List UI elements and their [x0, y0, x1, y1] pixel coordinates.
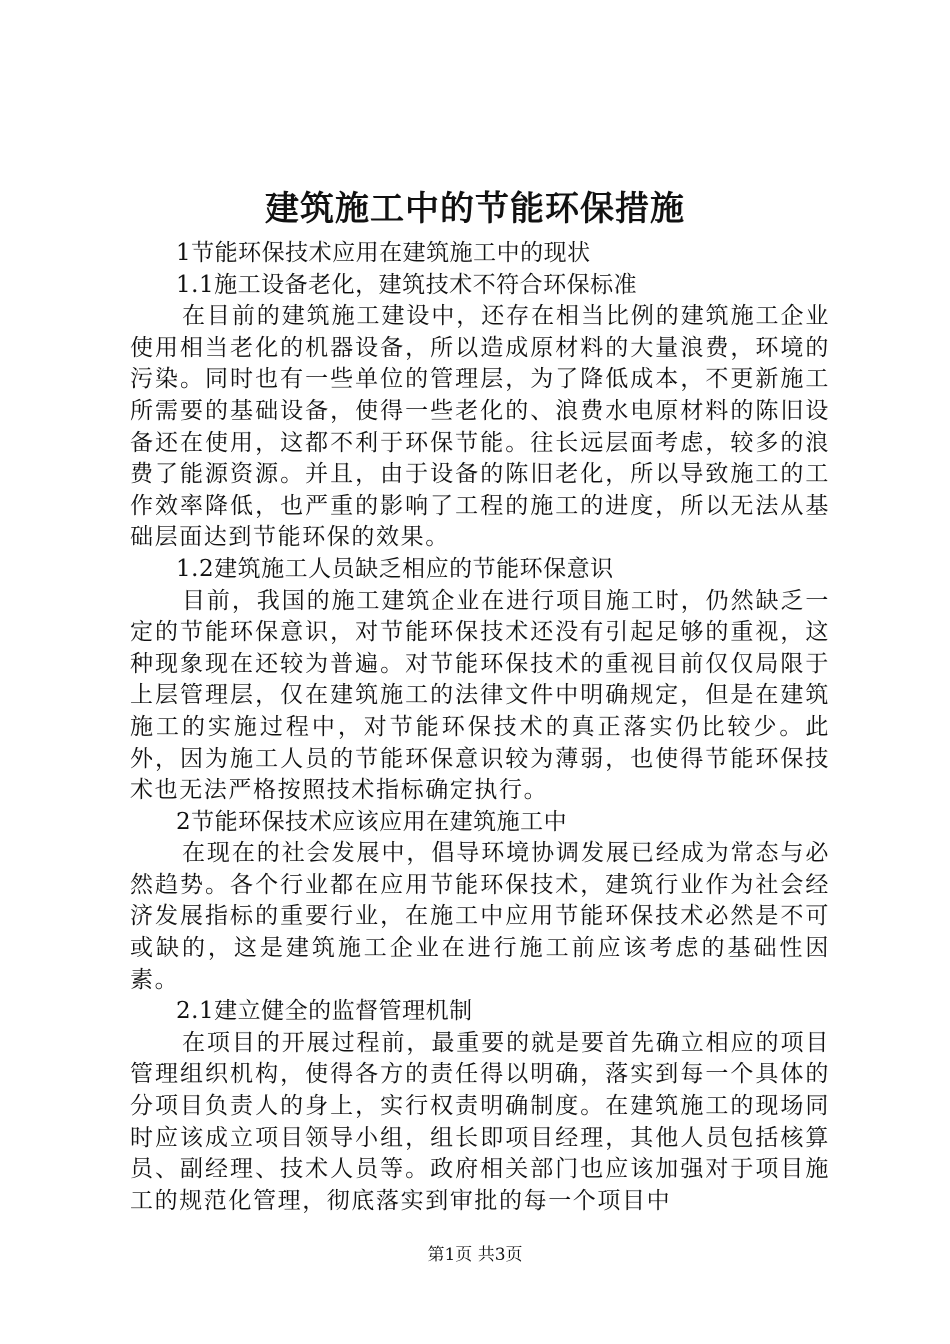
section-heading-2-1: 2.1建立健全的监督管理机制	[176, 998, 473, 1025]
section-heading-1-1: 1.1施工设备老化，建筑技术不符合环保标准	[176, 271, 638, 298]
page-number-footer: 第1页 共3页	[427, 1245, 523, 1265]
section-heading-2: 2节能环保技术应该应用在建筑施工中	[176, 808, 568, 835]
paragraph-1-2: 目前，我国的施工建筑企业在进行项目施工时，仍然缺乏一定的节能环保意识，对节能环保技术还没有引起足够的重视，这种现象现在还较为普遍。对节能环保技术的重视目前仅仅局限于上层管理层，仅在建筑施工的法律文件中明确规定，但是在建筑施工的实施过程中，对节能环保技术的真正落实仍比较少。此外，因为施工人员的节能环保意识较为薄弱，也使得节能环保技术也无法严格按照技术指标确定执行。	[130, 587, 830, 804]
document-title: 建筑施工中的节能环保措施	[265, 189, 685, 229]
section-heading-1-2: 1.2建筑施工人员缺乏相应的节能环保意识	[176, 555, 614, 582]
document-body	[130, 238, 830, 1217]
section-heading-1: 1节能环保技术应用在建筑施工中的现状	[176, 240, 591, 266]
paragraph-2: 在现在的社会发展中，倡导环境协调发展已经成为常态与必然趋势。各个行业都在应用节能环保技术，建筑行业作为社会经济发展指标的重要行业，在施工中应用节能环保技术必然是不可或缺的，这是建筑施工企业在进行施工前应该考虑的基础性因素。	[130, 840, 830, 993]
paragraph-1-1: 在目前的建筑施工建设中，还存在相当比例的建筑施工企业使用相当老化的机器设备，所以造成原材料的大量浪费，环境的污染。同时也有一些单位的管理层，为了降低成本，不更新施工所需要的基础设备，使得一些老化的、浪费水电原材料的陈旧设备还在使用，这都不利于环保节能。往长远层面考虑，较多的浪费了能源资源。并且，由于设备的陈旧老化，所以导致施工的工作效率降低，也严重的影响了工程的施工的进度，所以无法从基础层面达到节能环保的效果。	[130, 303, 830, 551]
paragraph-2-1: 在项目的开展过程前，最重要的就是要首先确立相应的项目管理组织机构，使得各方的责任得以明确，落实到每一个具体的分项目负责人的身上，实行权责明确制度。在建筑施工的现场同时应该成立项目领导小组，组长即项目经理，其他人员包括核算员、副经理、技术人员等。政府相关部门也应该加强对于项目施工的规范化管理，彻底落实到审批的每一个项目中	[130, 1029, 830, 1214]
